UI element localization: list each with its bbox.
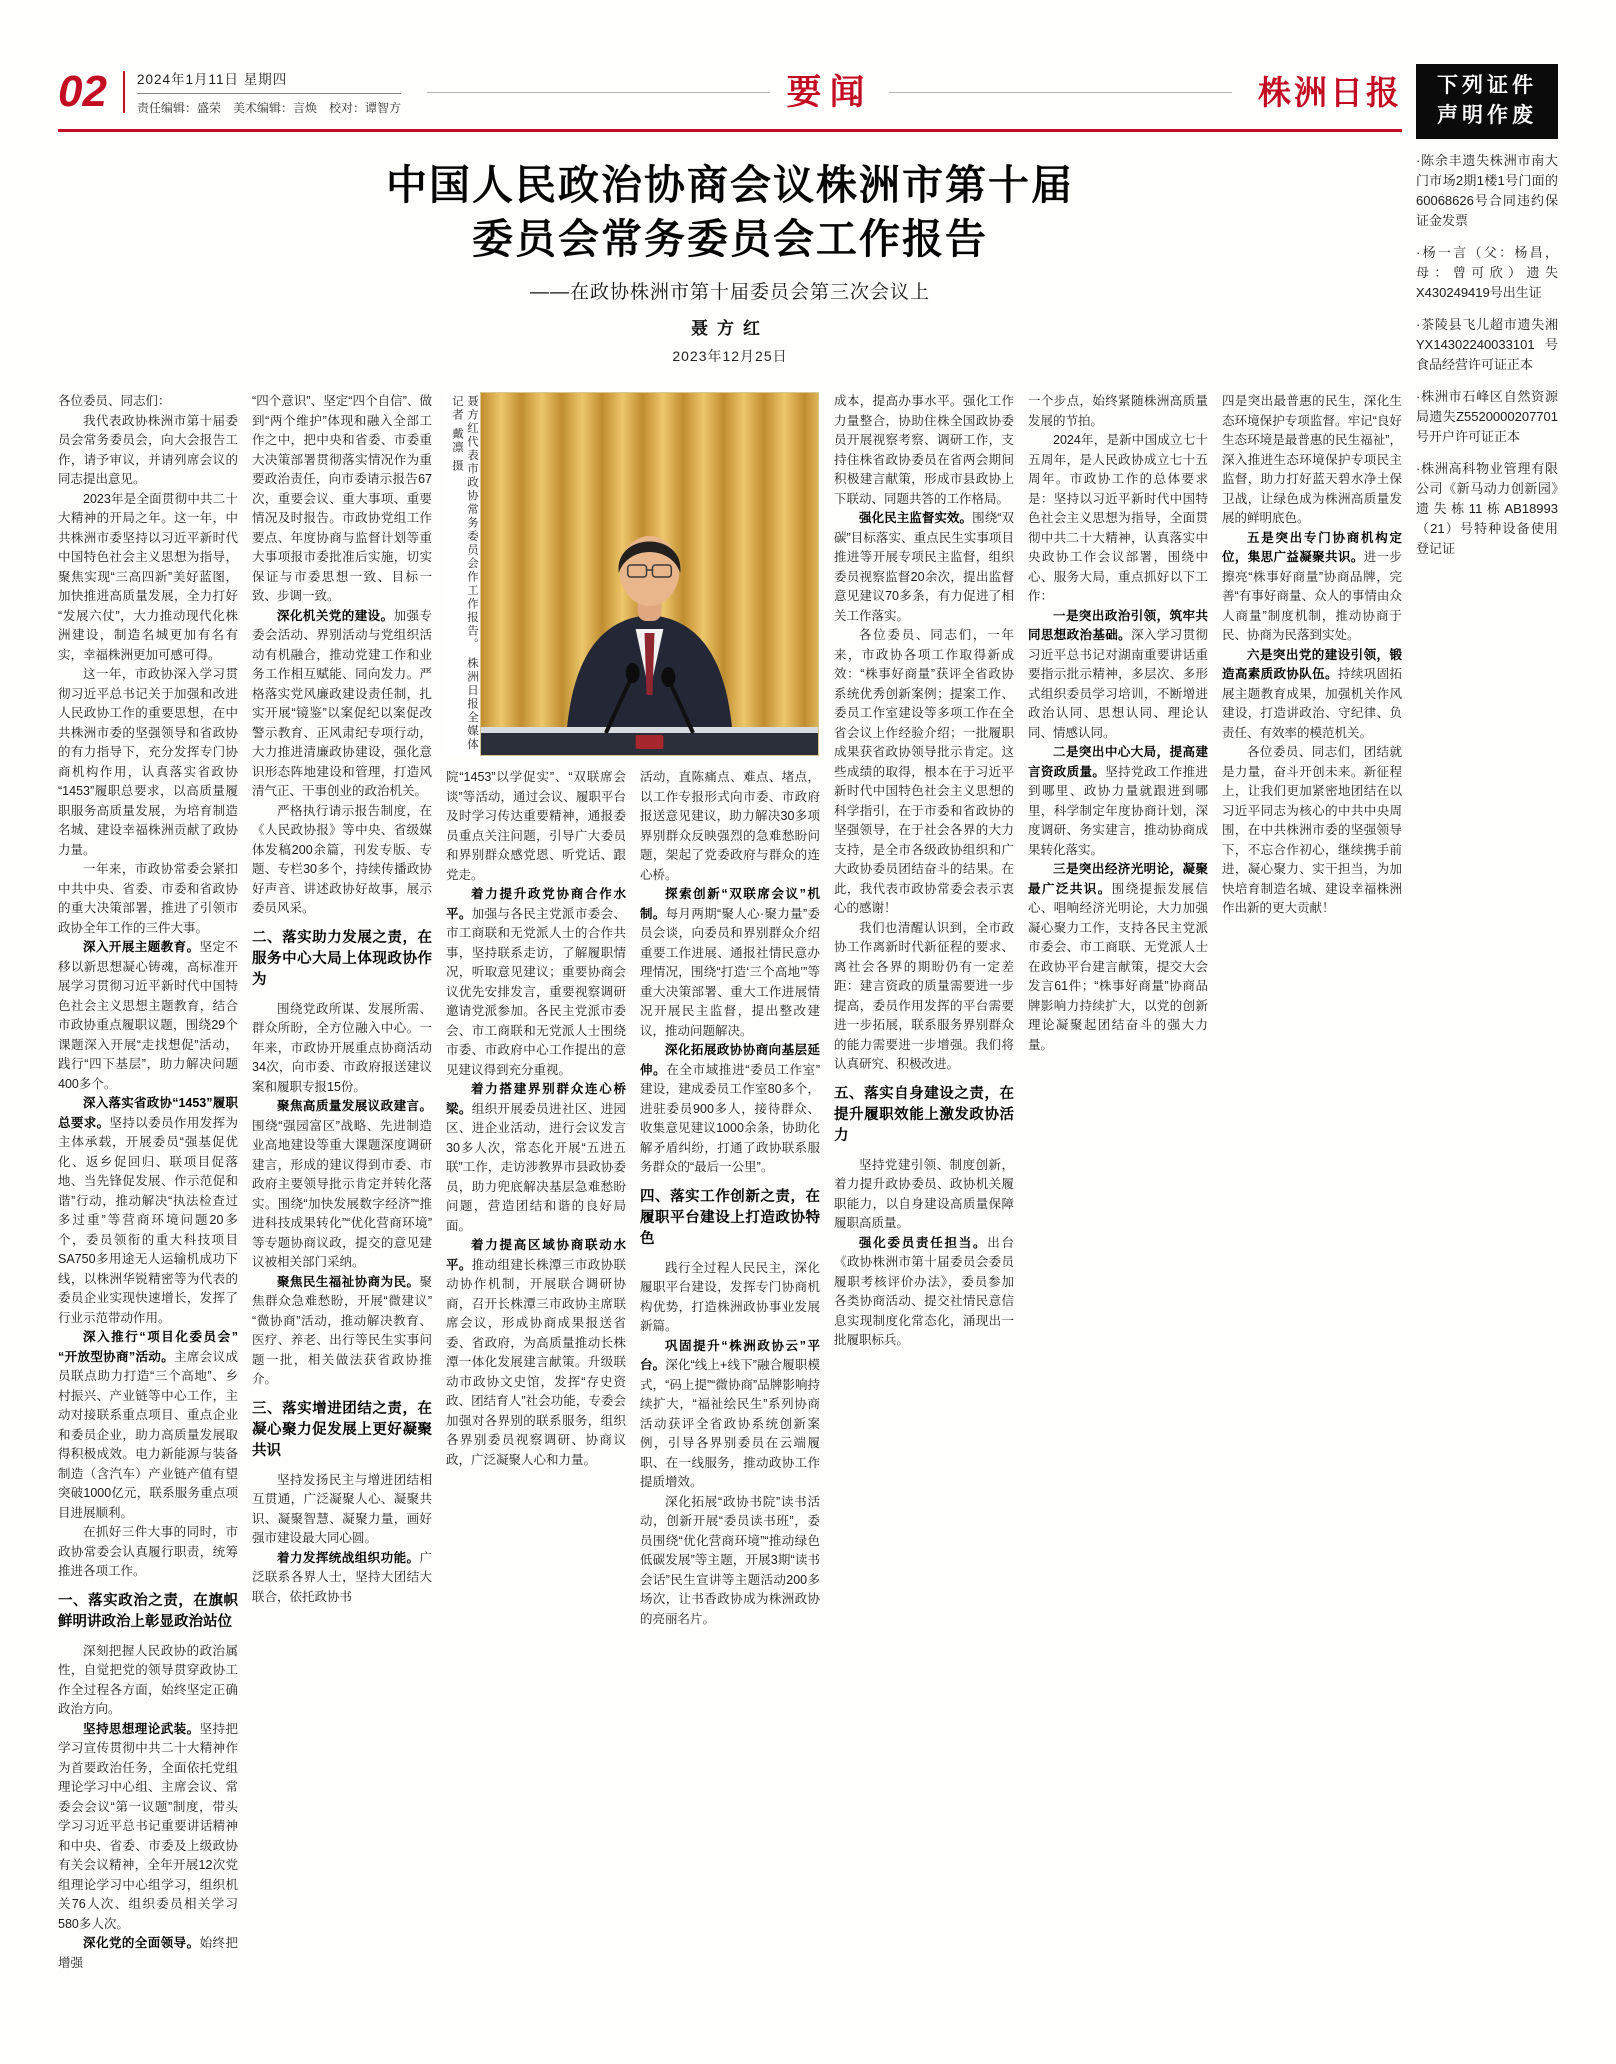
article-paragraph: 探索创新“双联席会议”机制。每月两期“聚人心·聚力量”委员会谈，向委员和界别群众介绍重要工作进展、通报社情民意办理情况，围绕“打造‘三个高地’”等重大决策部署、重大工作进展情况开展民主监督，提出整改建议，推动问题解决。 [640, 887, 820, 1038]
article-paragraph: 各位委员、同志们，团结就是力量，奋斗开创未来。新征程上，让我们更加紧密地团结在以习近平同志为核心的中共中央周围，在中共株洲市委的坚强领导下，不忘合作初心，继续携手前进，凝心聚力、实干担当，为加快培育制造名城、建设幸福株洲作出新的更大贡献！ [1222, 745, 1402, 916]
article-paragraph: 深化党的全面领导。始终把增强 [58, 1936, 238, 1970]
article-title-line1: 中国人民政治协商会议株洲市第十届 [386, 162, 1074, 208]
article-paragraph: 一是突出政治引领，筑牢共同思想政治基础。深入学习贯彻习近平总书记对湖南重要讲话重要指示批示精神，多层次、多形式组织委员学习培训，不断增进政治认同、思想认同、理论认同、情感认同。 [1028, 608, 1208, 740]
article-column [1028, 392, 1208, 2064]
article-paragraph: “四个意识”、坚定“四个自信”、做到“两个维护”体现和融入全部工作之中，把中央和省委、市委重大决策部署贯彻落实情况作为重要政治责任，向市委请示报告67次，重要会议、重大事项、重要情况及时报告。市政协党组工作要点、年度协商与监督计划等重大事项报市委批准后实施，切实保证与市委思想一致、目标一致、步调一致。 [252, 394, 432, 604]
article-paragraph: 着力提升政党协商合作水平。加强与各民主党派市委会、市工商联和无党派人士的合作共事，坚持联系走访，了解履职情况，听取意见建议；重要协商会议优先安排发言，重要视察调研邀请党派参加。各民主党派市委会、市工商联和无党派人士围绕市委、市政府中心工作提出的意见建议得到充分重视。 [446, 887, 626, 1077]
notice-item: ·株洲高科物业管理有限公司《新马动力创新园》遗失栋11栋AB18993（21）号特种设备使用登记证 [1416, 460, 1558, 556]
header-divider [123, 71, 125, 113]
article-paragraph: 这一年，市政协深入学习贯彻习近平总书记关于加强和改进人民政协工作的重要思想，在中共株洲市委的坚强领导和省政协的有力指导下，充分发挥专门协商机构作用，认真落实省政协“1453”履职总要求，以高质量履职服务高质量发展，为培育制造名城、建设幸福株洲贡献了政协力量。 [58, 667, 238, 857]
article-paragraph: 三是突出经济光明论，凝聚最广泛共识。围绕提振发展信心、唱响经济光明论，大力加强凝心聚力工作，支持各民主党派市委会、市工商联、无党派人士在政协平台建言献策，提交大会发言61件；“株事好商量”协商品牌影响力持续扩大，以党的创新理论凝聚起团结奋斗的强大力量。 [1028, 862, 1208, 1052]
article-paragraph: 深入开展主题教育。坚定不移以新思想凝心铸魂，高标准开展学习贯彻习近平新时代中国特色社会主义思想主题教育，结合市政协重点履职议题，围绕29个课题深入开展“走找想促”活动，践行“四下基层”，助力解决问题400多个。 [58, 940, 238, 1091]
article-paragraph: 2024年，是新中国成立七十五周年，是人民政协成立七十五周年。市政协工作的总体要求是：坚持以习近平新时代中国特色社会主义思想为指导，全面贯彻中共二十大精神，认真落实中央政协工作会议部署，围绕中心、服务大局，重点抓好以下工作： [1028, 433, 1208, 604]
article-column [252, 392, 432, 2064]
article-date: 2023年12月25日 [672, 348, 788, 365]
article-paragraph: 践行全过程人民民主，深化履职平台建设，发挥专门协商机构优势，打造株洲政协事业发展新篇。 [640, 1260, 820, 1334]
article-paragraph: 深化拓展“政协书院”读书活动，创新开展“委员读书班”，委员围绕“优化营商环境”“推动绿色低碳发展”等主题，开展3期“读书会话”民生宣讲等主题活动200多场次，让书香政协成为株洲政协的亮丽名片。 [640, 1494, 820, 1626]
date-block [137, 68, 401, 116]
article-paragraph: 一个步点，始终紧随株洲高质量发展的节拍。 [1028, 394, 1208, 428]
article-column [834, 392, 1014, 2064]
notice-item: ·陈余丰遗失株洲市南大门市场2期1楼1号门面的60068626号合同违约保证金发票 [1416, 152, 1558, 228]
article-title [58, 158, 1402, 266]
article-columns [58, 392, 1402, 2064]
article-paragraph: 着力提高区域协商联动水平。推动组建长株潭三市政协联动协作机制，开展联合调研协商，召开长株潭三市政协主席联席会议，形成协商成果报送省委、省政府，为高质量推动长株潭一体化发展建言献策。升级联动市政协文史馆，发挥“存史资政、团结育人”社会功能，专委会加强对各界别的联系服务，组织各界别委员视察调研、协商议政，广泛凝聚人心和力量。 [446, 1238, 626, 1467]
article-paragraph: 我们也清醒认识到，全市政协工作离新时代新征程的要求、离社会各界的期盼仍有一定差距：建言资政的质量需要进一步提高，委员作用发挥的平台需要进一步拓展，联系服务界别群众的能力需要进一步增强。我们将认真研究、积极改进。 [834, 920, 1014, 1072]
article-paragraph: 成本，提高办事水平。强化工作力量整合，协助住株全国政协委员开展视察考察、调研工作，支持住株省政协委员在省两会期间积极建言献策，形成市县政协上下联动、同题共答的工作格局。 [834, 394, 1014, 506]
article-subtitle: ——在政协株洲市第十届委员会第三次会议上 [529, 282, 930, 304]
section-heading: 四、落实工作创新之责，在履职平台建设上打造政协特色 [640, 1188, 820, 1247]
section-heading: 三、落实增进团结之责，在凝心聚力促发展上更好凝聚共识 [252, 1400, 432, 1459]
article-paragraph: 强化委员责任担当。出台《政协株洲市第十届委员会委员履职考核评价办法》，委员参加各类协商活动、提交社情民意信息实现制度化常态化，涌现出一批履职标兵。 [834, 1235, 1014, 1348]
newspaper-masthead: 株洲日报 [1258, 73, 1402, 111]
article-paragraph: 严格执行请示报告制度，在《人民政协报》等中央、省级媒体发稿200余篇，刊发专版、专题、专栏30多个，持续传播政协好声音、讲述政协好故事，展示委员风采。 [252, 803, 432, 916]
article-paragraph: 四是突出最普惠的民生，深化生态环境保护专项监督。牢记“良好生态环境是最普惠的民生福祉”，深入推进生态环境保护专项民主监督，助力打好蓝天碧水净土保卫战，让绿色成为株洲高质量发展的鲜明底色。 [1222, 394, 1402, 526]
article-paragraph: 六是突出党的建设引领，锻造高素质政协队伍。持续巩固拓展主题教育成果，加强机关作风建设，打造讲政治、守纪律、负责任、有效率的模范机关。 [1222, 647, 1402, 740]
speaker-photo [480, 392, 819, 756]
issue-date: 2024年1月11日 星期四 [136, 72, 288, 87]
article-paragraph: 在抓好三件大事的同时，市政协常委会认真履行职责，统筹推进各项工作。 [58, 1525, 238, 1579]
article-paragraph: 我代表政协株洲市第十届委员会常务委员会，向大会报告工作，请予审议，并请列席会议的同志提出意见。 [58, 413, 238, 487]
article-author: 聂方红 [691, 319, 769, 339]
notice-sidebar-title [1416, 64, 1558, 139]
banner-rule-left [427, 92, 771, 93]
article-paragraph: 深化机关党的建设。加强专委会活动、界别活动与党组织活动有机融合，推动党建工作和业务工作相互赋能、同向发力。严格落实党风廉政建设责任制，扎实开展“镜鉴”以案促纪以案促改警示教育、正风肃纪专项行动，大力推进清廉政协建设，强化意识形态阵地建设和管理，打造风清气正、干事创业的政治机关。 [252, 608, 432, 799]
article-paragraph: 聚焦高质量发展议政建言。围绕“强园富区”战略、先进制造业高地建设等重大课题深度调研建言，形成的建议得到市委、市政府主要领导批示肯定并转化落实。围绕“加快发展数字经济”“推进科技成果转化”“优化营商环境”等专题协商议政，提交的意见建议被相关部门采纳。 [252, 1099, 432, 1270]
section-heading: 一、落实政治之责，在旗帜鲜明讲政治上彰显政治站位 [58, 1592, 238, 1630]
section-banner [401, 72, 1258, 112]
article-paragraph: 深化拓展政协协商向基层延伸。在全市域推进“委员工作室”建设，建成委员工作室80多个，进驻委员900多人，接待群众、收集意见建议1000余条，协助化解矛盾纠纷，打通了政协联系服务群众的“最后一公里”。 [640, 1043, 820, 1175]
article-photo [446, 392, 819, 756]
editors-line: 责任编辑：盛荣 美术编辑：言焕 校对：谭智方 [137, 93, 401, 116]
section-title: 要闻 [786, 72, 873, 112]
article-paragraph: 围绕党政所谋、发展所需、群众所盼，全方位融入中心。一年来，市政协开展重点协商活动34次，向市委、市政府报送建议案和履职专报15份。 [252, 1001, 432, 1094]
article-column [1222, 392, 1402, 2064]
section-heading: 五、落实自身建设之责，在提升履职效能上激发政协活力 [834, 1085, 1014, 1144]
article-paragraph: 着力发挥统战组织功能。广泛联系各界人士，坚持大团结大联合，依托政协书 [252, 1550, 432, 1604]
article-column [58, 392, 238, 2064]
article-paragraph: 深入落实省政协“1453”履职总要求。坚持以委员作用发挥为主体承载，开展委员“强基促优化、返乡促回归、联项目促落地、当先锋促发展、作示范促和谐”行动，推动解决“执法检查过多过重”等营商环境问题20多个，委员领衔的重大科技项目SA750多用途无人运输机成功下线，以株洲华锐精密等为代表的委员企业实现快速增长，发挥了行业示范带动作用。 [58, 1096, 238, 1325]
notice-item: ·茶陵县飞儿超市遗失湘YX14302240033101号食品经营许可证正本 [1416, 316, 1558, 372]
notice-sidebar [1416, 64, 1558, 2064]
article-paragraph: 坚持思想理论武装。坚持把学习宣传贯彻中共二十大精神作为首要政治任务，全面依托党组理论学习中心组、主席会议、常委会会议“第一议题”制度，带头学习习近平总书记重要讲话精神和中央、省委、市委及上级政协有关会议精神，全年开展12次党组理论学习中心组学习，组织机关76人次、组织委员相关学习580多人次。 [58, 1721, 238, 1931]
article-paragraph: 深刻把握人民政协的政治属性，自觉把党的领导贯穿政协工作全过程各方面，始终坚定正确政治方向。 [58, 1643, 238, 1717]
article-paragraph: 巩固提升“株洲政协云”平台。深化“线上+线下”融合履职模式，“码上提”“微协商”品牌影响持续扩大，“福祉绘民生”系列协商活动获评全省政协系统创新案例，引导各界别委员在云端履职、在一线服务，推动政协工作提质增效。 [640, 1338, 820, 1490]
article-title-line2: 委员会常务委员会工作报告 [472, 216, 988, 263]
notice-item: ·杨一言（父：杨昌，母：曾可欣）遗失X430249419号出生证 [1416, 244, 1558, 300]
notice-title-line1: 下列证件 [1437, 74, 1537, 97]
article-paragraph: 2023年是全面贯彻中共二十大精神的开局之年。这一年，中共株洲市委坚持以习近平新时代中国特色社会主义思想为指导，聚焦实现“三高四新”美好蓝图，加快推进高质量发展，全力打好“发展六仗”，大力推动现代化株洲建设，制造名城更加有名有实，幸福株洲更加可感可得。 [58, 491, 238, 662]
notice-title-line2: 声明作废 [1437, 104, 1537, 128]
page-header [58, 64, 1402, 120]
article-paragraph: 各位委员、同志们，一年来，市政协各项工作取得新成效：“株事好商量”获评全省政协系统优秀创新案例；提案工作、委员工作室建设等多项工作在全省会议上作经验介绍；一批履职成果获省政协领导批示肯定。这些成绩的取得，根本在于习近平新时代中国特色社会主义思想的科学指引，在于市委和省政协的坚强领导，在于社会各界的大力支持，是全市各级政协组织和广大政协委员团结奋斗的结果。在此，我代表市政协常委会表示衷心的感谢！ [834, 628, 1014, 916]
article-title-block [58, 132, 1402, 380]
banner-rule-right [889, 92, 1233, 93]
article-paragraph: 深入推行“项目化委员会”“开放型协商”活动。主席会议成员联点助力打造“三个高地”、乡村振兴、产业链等中心工作，主动对接联系重点项目、重点企业和委员企业，助力高质量发展取得积极成效。电力新能源与装备制造（含汽车）产业链产值有望突破1000亿元，联系服务重点项目进展顺利。 [58, 1330, 238, 1520]
article-paragraph: 各位委员、同志们： [58, 394, 171, 409]
article-paragraph: 一年来，市政协常委会紧扣中共中央、省委、市委和省政协的重大决策部署，推进了引领市政协全年工作的三件大事。 [58, 862, 238, 935]
article-paragraph: 坚持发扬民主与增进团结相互贯通，广泛凝聚人心、凝聚共识、凝聚智慧、凝聚力量，画好强市建设最大同心圆。 [252, 1472, 432, 1546]
page-number: 02 [58, 67, 107, 116]
article-paragraph: 强化民主监督实效。围绕“双碳”目标落实、重点民生实事项目推进等开展专项民主监督，组织委员视察监督20余次，提出监督意见建议70多条，有力促进了相关工作落实。 [834, 511, 1014, 623]
article-paragraph: 着力搭建界别群众连心桥梁。组织开展委员进社区、进园区、进企业活动，进行会议发言30多人次，常态化开展“五进五联”工作，走访涉教界市县政协委员，助力兜底解决基层急难愁盼问题，营造团结和谐的良好局面。 [446, 1082, 626, 1233]
photo-caption: 聂方红代表市政协常务委员会作工作报告。 株洲日报全媒体记者 戴凛 摄 [446, 392, 480, 756]
article-paragraph: 聚焦民生福祉协商为民。聚焦群众急难愁盼，开展“微建议”“微协商”活动，推动解决教育、医疗、养老、出行等民生实事问题一批，相关做法获省政协推介。 [252, 1274, 432, 1387]
notice-list [1416, 139, 1558, 559]
article-paragraph: 院“1453”以学促实”、“双联席会谈”等活动，通过会议、履职平台及时学习传达重要精神，通报委员重点关注问题，引导广大委员和界别群众感党恩、听党话、跟党走。 [446, 770, 626, 882]
article-paragraph: 坚持党建引领、制度创新，着力提升政协委员、政协机关履职能力，以自身建设高质量保障履职高质量。 [834, 1157, 1014, 1231]
notice-item: ·株洲市石峰区自然资源局遗失Z5520000207701号开户许可证正本 [1416, 388, 1558, 444]
article-paragraph: 二是突出中心大局，提高建言资政质量。坚持党政工作推进到哪里、政协力量就跟进到哪里，科学制定年度协商计划，深度调研、务实建言，推动协商成果转化落实。 [1028, 745, 1208, 857]
article-paragraph: 五是突出专门协商机构定位，集思广益凝聚共识。进一步擦亮“株事好商量”协商品牌，完善“有事好商量、众人的事情由众人商量”制度机制，推动协商于民、协商为民落到实处。 [1222, 530, 1402, 643]
section-heading: 二、落实助力发展之责，在服务中心大局上体现政协作为 [252, 929, 432, 988]
article-paragraph: 活动，直陈痛点、难点、堵点，以工作专报形式向市委、市政府报送意见建议，助力解决30多项界别群众反映强烈的急难愁盼问题，架起了党委政府与群众的连心桥。 [640, 770, 820, 882]
main-content [58, 64, 1402, 2064]
